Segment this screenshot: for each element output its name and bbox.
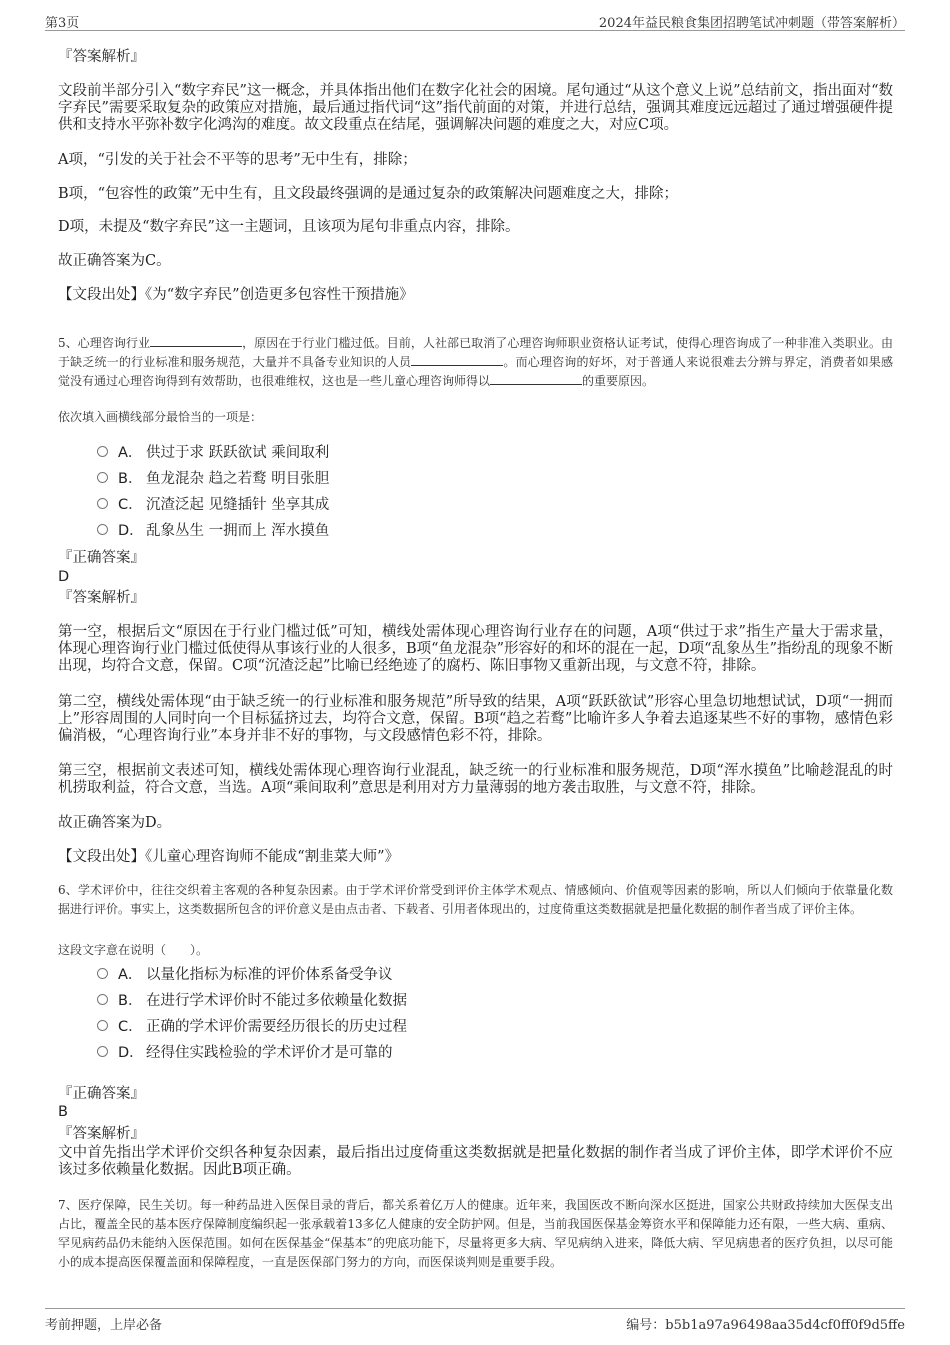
q6-answer: B xyxy=(58,1104,68,1120)
radio-icon[interactable] xyxy=(97,472,108,483)
q6-option-a[interactable]: A． 以量化指标为标准的评价体系备受争议 xyxy=(97,966,393,984)
answer-blank-2 xyxy=(411,353,503,366)
radio-icon[interactable] xyxy=(97,994,108,1005)
radio-icon[interactable] xyxy=(97,1020,108,1031)
q6-analysis: 文中首先指出学术评价交织各种复杂因素，最后指出过度倚重这类数据就是把量化数据的制作者当成了评价主体，即学术评价不应该过多依赖量化数据。因此B项正确。 xyxy=(58,1145,893,1178)
q6-option-b[interactable]: B． 在进行学术评价时不能过多依赖量化数据 xyxy=(97,992,407,1010)
q6-analysis-label: 『答案解析』 xyxy=(58,1126,145,1142)
q4-analysis-label: 『答案解析』 xyxy=(58,49,145,65)
q5-conclusion: 故正确答案为D。 xyxy=(58,815,172,831)
q5-stem-part3: 。而心理咨询的好坏，对于普通人来说很难去分辨与界定，消费者如果感觉没有通过心理咨询得到有效帮助，也很难维权，这也是一些儿童心理咨询师得以 xyxy=(58,355,893,388)
q4-analysis-para1: 文段前半部分引入“数字弃民”这一概念，并具体指出他们在数字化社会的困境。尾句通过“从这个意义上说”总结前文，指出面对“数字弃民”需要采取复杂的政策应对措施，最后通过指代词“这”指代前面的对策，并进行总结，强调其难度远远超过了通过增强硬件提供和支持水平弥补数字化鸿沟的难度。故文段重点在结尾，强调解决问题的难度之大，对应C项。 xyxy=(58,83,893,133)
q5-analysis-para2: 第二空，横线处需体现“由于缺乏统一的行业标准和服务规范”所导致的结果，A项“跃跃欲试”形容心里急切地想试试，D项“一拥而上”形容周围的人同时向一个目标猛挤过去，均符合文意，保留。B项“趋之若鹜”比喻许多人争着去追逐某些不好的事物，感情色彩偏消极，“心理咨询行业”本身并非不好的事物，与文段感情色彩不符，排除。 xyxy=(58,694,893,744)
q4-analysis-para4: D项，未提及“数字弃民”这一主题词，且该项为尾句非重点内容，排除。 xyxy=(58,219,520,235)
document-id: 编号：b5b1a97a96498aa35d4cf0ff0f9d5ffe xyxy=(626,1318,905,1333)
q5-source: 【文段出处】《儿童心理咨询师不能成“割韭菜大师”》 xyxy=(58,849,400,865)
q5-analysis-label: 『答案解析』 xyxy=(58,590,145,606)
q6-option-d[interactable]: D． 经得住实践检验的学术评价才是可靠的 xyxy=(97,1044,393,1062)
q5-analysis-para1: 第一空，根据后文“原因在于行业门槛过低”可知，横线处需体现心理咨询行业存在的问题，A项“供过于求”指生产量大于需求量，体现心理咨询行业门槛过低使得从事该行业的人很多，B项“鱼龙混杂”形容好的和坏的混在一起，D项“乱象丛生”指纷乱的现象不断出现，均符合文意，保留。C项“沉渣泛起”比喻已经绝迹了的腐朽、陈旧事物又重新出现，与文意不符，排除。 xyxy=(58,624,893,674)
q5-option-c[interactable]: C． 沉渣泛起 见缝插针 坐享其成 xyxy=(97,496,329,514)
q5-option-a[interactable]: A． 供过于求 跃跃欲试 乘间取利 xyxy=(97,444,329,462)
q7-stem: 7、医疗保障，民生关切。每一种药品进入医保目录的背后，都关系着亿万人的健康。近年来，我国医改不断向深水区挺进，国家公共财政持续加大医保支出占比，覆盖全民的基本医疗保障制度编织起一张承载着13多亿人健康的安全防护网。但是，当前我国医保基金筹资水平和保障能力还有限，一些大病、重病、罕见病药品仍未能纳入医保范围。如何在医保基金“保基本”的兜底功能下，尽量将更多大病、罕见病纳入进来，降低大病、罕见病患者的医疗负担，以尽可能小的成本提高医保覆盖面和保障程度，一直是医保部门努力的方向，而医保谈判则是重要手段。 xyxy=(58,1198,893,1269)
q6-prompt: 这段文字意在说明（ ）。 xyxy=(58,943,209,957)
radio-icon[interactable] xyxy=(97,446,108,457)
answer-blank-3 xyxy=(490,372,582,385)
q5-stem-part4: 的重要原因。 xyxy=(582,374,655,388)
q4-analysis-para2: A项，“引发的关于社会不平等的思考”无中生有，排除； xyxy=(58,152,417,168)
page-number: 第3页 xyxy=(45,16,80,31)
q5-option-d[interactable]: D． 乱象丛生 一拥而上 浑水摸鱼 xyxy=(97,522,329,540)
q5-stem-part1: 5、心理咨询行业 xyxy=(58,336,151,350)
footer-slogan: 考前押题，上岸必备 xyxy=(45,1318,163,1333)
q5-stem xyxy=(58,334,893,391)
radio-icon[interactable] xyxy=(97,498,108,509)
q6-option-c[interactable]: C． 正确的学术评价需要经历很长的历史过程 xyxy=(97,1018,407,1036)
answer-blank-1 xyxy=(150,334,242,347)
q4-conclusion: 故正确答案为C。 xyxy=(58,253,171,269)
radio-icon[interactable] xyxy=(97,968,108,979)
page-header xyxy=(45,10,905,31)
q5-stem-part2: ，原因在于行业门槛过低。目前，人社部已取消了心理咨询师职业资格认证考试，使得心理咨询成了一种非准入类职业。由于缺乏统一的行业标准和服务规范，大量并不具备专业知识的人员 xyxy=(58,336,893,369)
q4-analysis-para3: B项，“包容性的政策”无中生有，且文段最终强调的是通过复杂的政策解决问题难度之大，排除； xyxy=(58,186,678,202)
q5-option-b[interactable]: B． 鱼龙混杂 趋之若鹜 明目张胆 xyxy=(97,470,329,488)
q6-answer-label: 『正确答案』 xyxy=(58,1086,145,1102)
radio-icon[interactable] xyxy=(97,1046,108,1057)
q4-source: 【文段出处】《为“数字弃民”创造更多包容性干预措施》 xyxy=(58,287,414,303)
radio-icon[interactable] xyxy=(97,524,108,535)
page-footer xyxy=(45,1308,905,1331)
q5-prompt: 依次填入画横线部分最恰当的一项是： xyxy=(58,410,263,424)
q5-answer: D xyxy=(58,569,70,585)
q6-stem: 6、学术评价中，往往交织着主客观的各种复杂因素。由于学术评价常受到评价主体学术观点、情感倾向、价值观等因素的影响，所以人们倾向于依靠量化数据进行评价。事实上，这类数据所包含的评价意义是由点击者、下载者、引用者体现出的，过度倚重这类数据就是把量化数据的制作者当成了评价主体。 xyxy=(58,883,893,916)
q5-analysis-para3: 第三空，根据前文表述可知，横线处需体现心理咨询行业混乱，缺乏统一的行业标准和服务规范，D项“浑水摸鱼”比喻趁混乱的时机捞取利益，符合文意，当选。A项“乘间取利”意思是利用对方力量薄弱的地方袭击取胜，与文意不符，排除。 xyxy=(58,763,893,796)
document-title: 2024年益民粮食集团招聘笔试冲刺题（带答案解析） xyxy=(598,16,905,31)
q5-answer-label: 『正确答案』 xyxy=(58,550,145,566)
